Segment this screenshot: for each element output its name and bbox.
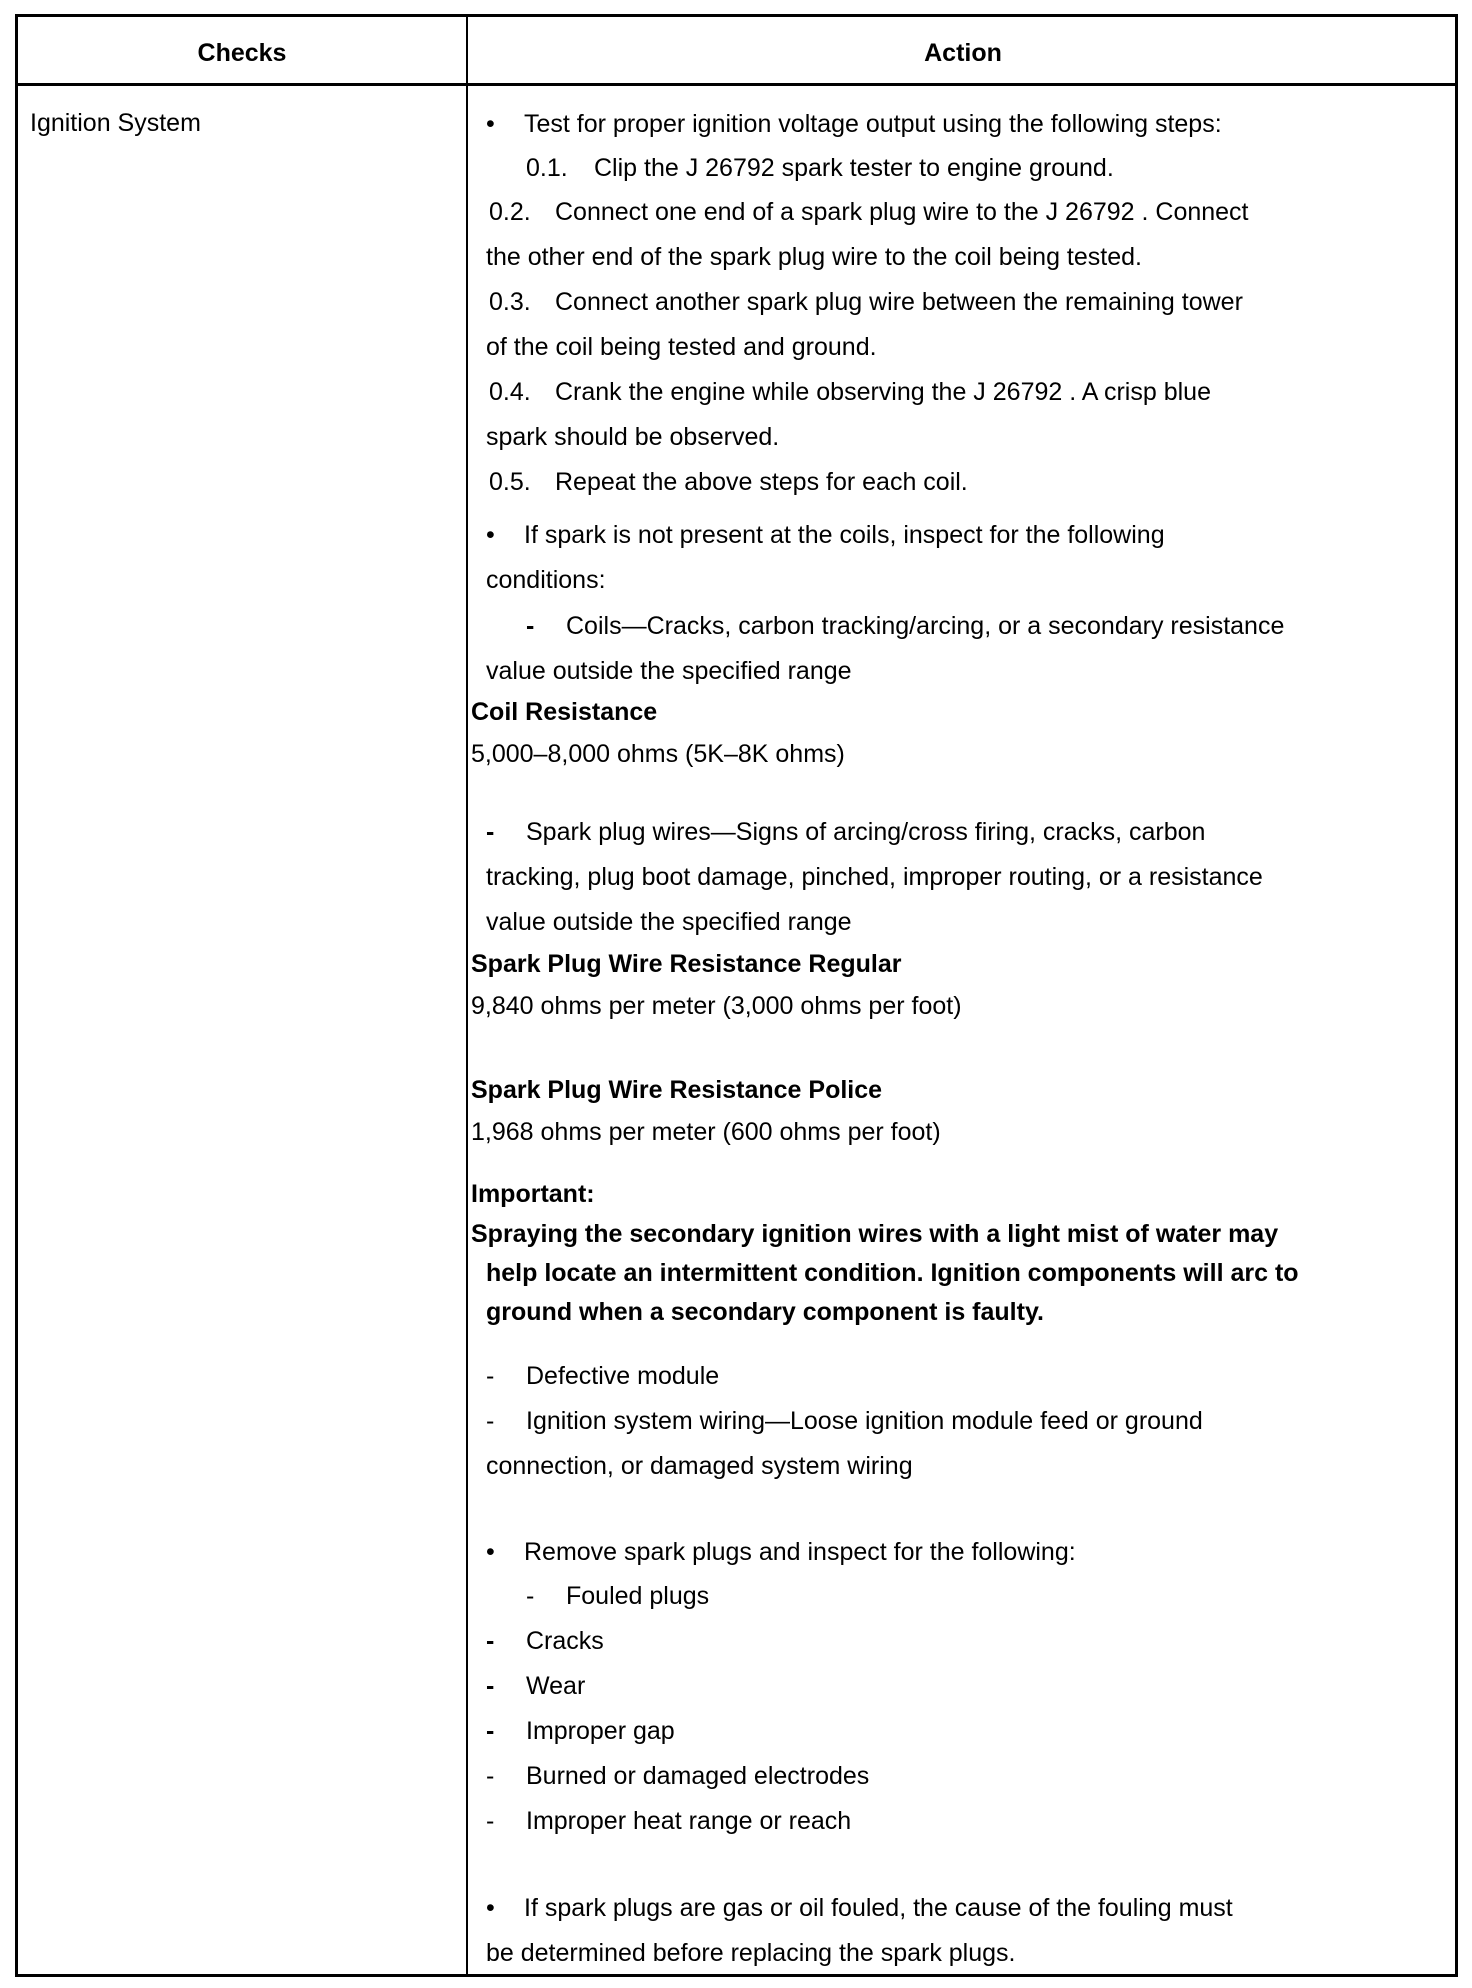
item-coils: Coils—Cracks, carbon tracking/arcing, or a secondary resistance — [566, 612, 1285, 640]
bullet-marker: • — [486, 1538, 495, 1566]
dash-marker: - — [526, 1582, 535, 1610]
step-clip-tester: Clip the J 26792 spark tester to engine ground. — [594, 154, 1114, 182]
dash-marker: - — [486, 1672, 495, 1700]
item-defective-module: Defective module — [526, 1362, 720, 1390]
wire-resistance-regular-title: Spark Plug Wire Resistance Regular — [471, 950, 902, 978]
diagnostic-table — [15, 14, 1458, 1977]
bullet-no-spark: If spark is not present at the coils, inspect for the following — [524, 521, 1165, 549]
dash-marker: - — [486, 1807, 495, 1835]
bullet-gas-oil-fouled-cont: be determined before replacing the spark plugs. — [486, 1939, 1016, 1967]
important-note-cont: ground when a secondary component is faulty. — [486, 1298, 1044, 1326]
bullet-remove-plugs: Remove spark plugs and inspect for the following: — [524, 1538, 1076, 1566]
step-number: 0.2. — [489, 198, 531, 226]
dash-marker: - — [486, 1362, 495, 1390]
dash-marker: - — [486, 818, 495, 846]
item-spark-plug-wires: Spark plug wires—Signs of arcing/cross firing, cracks, carbon — [526, 818, 1206, 846]
step-connect-another: Connect another spark plug wire between the remaining tower — [555, 288, 1243, 316]
coil-resistance-title: Coil Resistance — [471, 698, 658, 726]
important-note: Spraying the secondary ignition wires with a light mist of water may — [471, 1220, 1279, 1248]
wire-resistance-regular-value: 9,840 ohms per meter (3,000 ohms per foot) — [471, 992, 962, 1020]
step-connect-another-cont: of the coil being tested and ground. — [486, 333, 877, 361]
step-number: 0.4. — [489, 378, 531, 406]
bullet-marker: • — [486, 1894, 495, 1922]
step-number: 0.1. — [526, 154, 568, 182]
item-wear: Wear — [526, 1672, 586, 1700]
step-connect-wire-cont: the other end of the spark plug wire to the coil being tested. — [486, 243, 1142, 271]
dash-marker: - — [486, 1762, 495, 1790]
step-crank-engine: Crank the engine while observing the J 26792 . A crisp blue — [555, 378, 1211, 406]
bullet-no-spark-cont: conditions: — [486, 566, 606, 594]
item-improper-gap: Improper gap — [526, 1717, 675, 1745]
item-cracks: Cracks — [526, 1627, 604, 1655]
important-note-cont: help locate an intermittent condition. Ignition components will arc to — [486, 1259, 1299, 1287]
item-spark-plug-wires-cont: value outside the specified range — [486, 908, 852, 936]
bullet-gas-oil-fouled: If spark plugs are gas or oil fouled, the cause of the fouling must — [524, 1894, 1233, 1922]
step-crank-engine-cont: spark should be observed. — [486, 423, 780, 451]
step-number: 0.5. — [489, 468, 531, 496]
step-connect-wire: Connect one end of a spark plug wire to the J 26792 . Connect — [555, 198, 1249, 226]
dash-marker: - — [486, 1627, 495, 1655]
item-heat-range: Improper heat range or reach — [526, 1807, 852, 1835]
check-ignition-system: Ignition System — [30, 109, 201, 137]
important-label: Important: — [471, 1180, 595, 1208]
header-action: Action — [924, 39, 1002, 67]
item-fouled-plugs: Fouled plugs — [566, 1582, 710, 1610]
bullet-marker: • — [486, 521, 495, 549]
dash-marker: - — [486, 1717, 495, 1745]
dash-marker: - — [526, 612, 535, 640]
bullet-test-voltage: Test for proper ignition voltage output using the following steps: — [524, 110, 1222, 138]
item-spark-plug-wires-cont: tracking, plug boot damage, pinched, improper routing, or a resistance — [486, 863, 1263, 891]
dash-marker: - — [486, 1407, 495, 1435]
action-cell — [468, 17, 1458, 1974]
item-burned-electrodes: Burned or damaged electrodes — [526, 1762, 870, 1790]
step-repeat: Repeat the above steps for each coil. — [555, 468, 968, 496]
header-checks: Checks — [197, 39, 287, 67]
item-ignition-wiring: Ignition system wiring—Loose ignition module feed or ground — [526, 1407, 1203, 1435]
bullet-marker: • — [486, 110, 495, 138]
item-coils-cont: value outside the specified range — [486, 657, 852, 685]
wire-resistance-police-value: 1,968 ohms per meter (600 ohms per foot) — [471, 1118, 941, 1146]
wire-resistance-police-title: Spark Plug Wire Resistance Police — [471, 1076, 883, 1104]
step-number: 0.3. — [489, 288, 531, 316]
item-ignition-wiring-cont: connection, or damaged system wiring — [486, 1452, 913, 1480]
coil-resistance-value: 5,000–8,000 ohms (5K–8K ohms) — [471, 740, 845, 768]
